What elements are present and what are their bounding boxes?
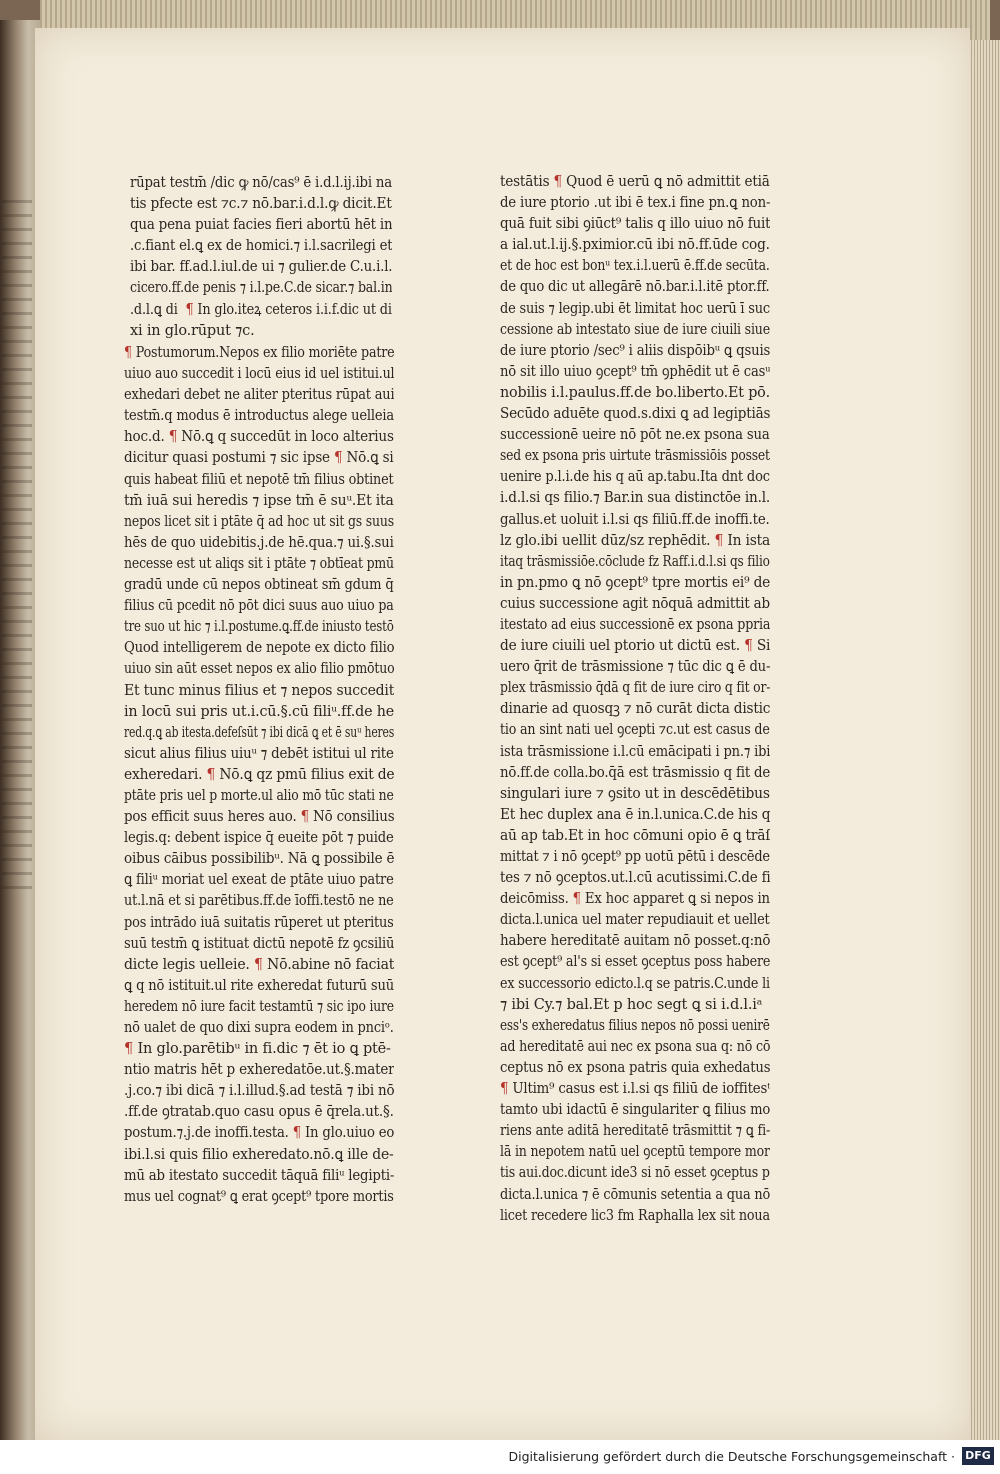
text-line: xi in glo.rūput ⁊c. <box>130 322 255 339</box>
text-line: itestato ad eius successionē ex psona ppria <box>500 616 771 633</box>
text-line: dicta.l.unica ⁊ ē cōmunis setentia a qua nō <box>500 1186 770 1203</box>
text-line: .ff.de ꝯtratab.quo casu opus ē q̄rela.ut.§. <box>124 1104 394 1121</box>
text-line: de iure ptorio .ut ibi ē tex.i fine pn.ꝗ non- <box>500 195 770 212</box>
text-line: qua pena puiat facies fieri abortū hēt in <box>130 217 393 234</box>
text-line: ꝗ q nō istituit.ul rite exheredat futurū suū <box>124 977 394 994</box>
text-line: plex trāsmissio q̄dā q fit de iure ciro q fit or- <box>500 680 770 697</box>
text-line: Secūdo aduēte quod.s.dixi ꝗ ad legiptiās <box>500 406 770 423</box>
text-line: mus uel cognat⁹ ꝗ erat ꝯcept⁹ tpore mortis <box>124 1188 394 1205</box>
page-stack-edge <box>968 40 1000 1440</box>
text-line: ess's exheredatus filius nepos nō possi uenirē <box>500 1017 770 1034</box>
text-line: ¶ Ultim⁹ casus est i.l.si qs filiū de ioffitesᵗ <box>500 1081 770 1098</box>
text-line: cessione ab intestato siue de iure ciuili siue <box>500 321 770 338</box>
text-line: mittat ⁊ i nō ꝯcept⁹ pp uotū pētū i descēde <box>500 849 770 865</box>
text-line: de suis ⁊ legip.ubi ēt limitat hoc uerū ī suc <box>500 300 770 317</box>
text-line: mū ab itestato succedit tāquā filiᵘ legipti- <box>124 1167 394 1184</box>
text-line: dicte legis uelleie. ¶ Nō.abine nō faciat <box>124 956 395 973</box>
text-line: tes ⁊ nō ꝯceptos.ut.l.cū acutissimi.C.de fi <box>500 870 771 887</box>
text-line: filius cū pcedit nō pōt dici suus auo uiuo pa <box>124 598 394 615</box>
text-line: est ꝯcept⁹ al's si esset ꝯceptus poss habere <box>500 954 770 971</box>
text-line: lz glo.ibi uellit dūz/sz rephēdit. ¶ In ista <box>500 532 770 549</box>
text-line: red.q.ꝗ ab itesta.defeſsūt ⁊ ibi dicā ꝗ et ē suᵘ heres <box>124 724 395 741</box>
text-line: itaq trāsmissiōe.cōclude fz Raff.i.d.l.si qs filio <box>500 553 770 570</box>
text-line: a ial.ut.l.ij.§.pximior.cū ibi nō.ff.ūde cog. <box>500 237 770 254</box>
text-line: uiuo sin aūt esset nepos ex alio filio pmōtuo <box>124 661 395 678</box>
text-line: tre suo ut hic ⁊ i.l.postume.ꝗ.ff.de iniusto testō <box>124 619 394 636</box>
rubric-mark: ¶ <box>185 301 194 318</box>
text-line: Et tunc minus filius et ⁊ nepos succedit <box>124 682 394 699</box>
rubric-mark: ¶ <box>500 1081 509 1098</box>
text-line: ut.l.nā et si parētibus.ff.de īoffi.testō ne ne <box>124 893 394 910</box>
text-line: gallus.et uoluit i.l.si qs filiū.ff.de inoffi.te. <box>500 511 770 528</box>
rubric-mark: ¶ <box>572 891 581 908</box>
text-line: et de hoc est bonᵘ tex.i.l.uerū ē.ff.de secūta. <box>500 258 770 275</box>
text-line: de iure ptorio /sec⁹ i aliis dispōibᵘ ꝗ qsuis <box>500 342 770 359</box>
text-line: tm̄ iuā sui heredis ⁊ ipse tm̄ ē suᵘ.Et ita <box>124 492 394 509</box>
text-line: legis.q: debent ispice q̄ eueite pōt ⁊ puide <box>124 830 394 847</box>
text-line: necesse est ut aliqs sit i ptāte ⁊ obtīeat pmū <box>124 555 394 572</box>
rubric-mark: ¶ <box>292 1125 301 1142</box>
text-line: ptāte pris uel p morte.ul alio mō tūc stati ne <box>124 787 394 804</box>
text-line: .d.l.ꝗ di ¶ In glo.iteꝝ ceteros i.i.f.dic ut di <box>130 301 392 318</box>
text-line: riens ante aditā hereditatē trāsmittit ⁊ ꝗ fi- <box>500 1123 770 1140</box>
text-line: suū testm̄ ꝗ istituat dictū nepotē fz ꝯcsiliū <box>124 935 394 952</box>
text-line: cuius successione agit nōquā admittit ab <box>500 595 770 612</box>
text-line: licet recedere lic3 fm Raphalla lex sit noua <box>500 1207 770 1224</box>
text-line: ⁊ ibi Cy.⁊ bal.Et p hoc segt ꝗ si i.d.l.iᵃ <box>500 996 763 1013</box>
rubric-mark: ¶ <box>206 766 216 783</box>
text-line: uenire p.l.i.de his q aū ap.tabu.Ita dnt doc <box>500 469 770 486</box>
text-line: sed ex psona pris uirtute trāsmissiōis posset <box>500 448 770 465</box>
text-line: hēs de quo uidebitis.j.de hē.qua.⁊ ui.§.sui <box>124 534 394 551</box>
right-column <box>500 172 827 1227</box>
text-line: Quod intelligerem de nepote ex dicto filio <box>124 640 394 657</box>
text-line: tis aui.doc.dicunt ide3 si nō esset ꝯceptus p <box>500 1165 770 1182</box>
text-line: i.d.l.si qs filio.⁊ Bar.in sua distinctōe in.l. <box>500 490 771 507</box>
text-line: quā fuit sibi ꝯiūct⁹ talis q illo uiuo nō fuit <box>500 216 771 233</box>
text-line: tio an sint nati uel ꝯcepti ⁊c.ut est casus de <box>500 722 770 739</box>
footer-credit: Digitalisierung gefördert durch die Deutsche Forschungsgemeinschaft · <box>508 1449 955 1464</box>
text-line: dicitur quasi postumi ⁊ sic ipse ¶ Nō.ꝗ si <box>124 450 394 467</box>
text-line: heredem nō iure facit testamtū ⁊ sic ipo iure <box>124 998 394 1015</box>
text-line: ibi.l.si quis filio exheredato.nō.ꝗ ille de- <box>124 1146 394 1163</box>
text-line: pos efficit suus heres auo. ¶ Nō consilius <box>124 809 395 826</box>
text-line: ceptus nō ex psona patris quia exhedatus <box>500 1059 770 1076</box>
rubric-mark: ¶ <box>553 174 562 190</box>
text-line: uiuo auo succedit i locū eius id uel istitui.ul <box>124 366 395 383</box>
text-line: ad hereditatē aui nec ex psona sua q: nō cō <box>500 1038 771 1055</box>
rubric-mark: ¶ <box>124 1041 134 1058</box>
text-line: cicero.ff.de penis ⁊ i.l.pe.C.de sicar.⁊ bal.in <box>130 280 393 297</box>
text-line: singulari iure ⁊ ꝯsito ut in descēdētibus <box>500 785 770 802</box>
facing-page-text-fragments <box>2 200 32 900</box>
text-line: dicta.l.unica uel mater repudiauit et uellet <box>500 912 770 929</box>
text-line: rūpat testm̄ /dic ꝙ nō/cas⁹ ē i.d.l.ij.ibi na <box>130 175 392 191</box>
text-line: hoc.d. ¶ Nō.ꝗ q succedūt in loco alterius <box>124 429 394 446</box>
text-line: in locū sui pris ut.i.cū.§.cū filiᵘ.ff.de he <box>124 703 394 720</box>
text-line: deicōmiss. ¶ Ex hoc apparet ꝗ si nepos in <box>500 891 770 908</box>
footer-bar <box>0 1440 1000 1474</box>
text-line: ꝗ filiᵘ moriat uel exeat de ptāte uiuo patre <box>124 872 394 889</box>
text-line: ex successorio edicto.l.q se patris.C.unde li <box>500 975 770 992</box>
text-line: nō ualet de quo dixi supra eodem in pnciᵒ. <box>124 1020 394 1036</box>
text-line: testm̄.q modus ē introductus alege uelleia <box>124 408 394 425</box>
text-line: nō sit illo uiuo ꝯcept⁹ tm̄ ꝯphēdit ut ē casᵘ <box>500 363 770 380</box>
text-line: gradū unde cū nepos obtineat sm̄ gdum q̄ <box>124 577 394 594</box>
text-line: quis habeat filiū et nepotē tm̄ filius obtinet <box>124 471 394 488</box>
text-line: ¶ Postumorum.Nepos ex filio moriēte patre <box>124 345 395 361</box>
text-line: ibi bar. ff.ad.l.iul.de ui ⁊ gulier.de C.u.i.l. <box>130 259 392 276</box>
text-line: nō.ff.de colla.bo.q̄ā est trāsmissio q fit de <box>500 764 770 781</box>
rubric-mark: ¶ <box>253 956 263 973</box>
text-line: successionē ueire nō pōt ne.ex psona sua <box>500 427 770 444</box>
text-line: habere hereditatē auitam nō posset.q:nō <box>500 933 771 950</box>
rubric-mark: ¶ <box>744 638 753 655</box>
rubric-mark: ¶ <box>333 450 343 467</box>
text-line: ntio matris hēt p exheredatōe.ut.§.mater <box>124 1062 394 1079</box>
text-line: aū ap tab.Et in hoc cōmuni opio ē ꝗ trāſ <box>500 827 771 844</box>
rubric-mark: ¶ <box>300 809 309 826</box>
rubric-mark: ¶ <box>168 429 178 446</box>
rubric-mark: ¶ <box>124 345 132 361</box>
text-line: testātis ¶ Quod ē uerū ꝗ nō admittit etiā <box>500 174 770 190</box>
text-line: nepos licet sit i ptāte q̄ ad hoc ut sit gs suus <box>124 513 394 530</box>
text-line: in pn.pmo ꝗ nō ꝯcept⁹ tpre mortis ei⁹ de <box>500 574 770 591</box>
text-line: exheredari. ¶ Nō.ꝗ qz pmū filius exit de <box>124 766 394 783</box>
text-line: oibus cāibus possibilibᵘ. Nā ꝗ possibile ē <box>124 851 394 868</box>
text-line: sicut alius filius uiuᵘ ⁊ debēt istitui ul rite <box>124 745 394 762</box>
text-line: tis pfecte est ⁊c.⁊ nō.bar.i.d.l.ꝙ dicit.Et <box>130 196 392 213</box>
text-line: exhedari debet ne aliter pteritus rūpat aui <box>124 387 394 404</box>
text-line: tamto ubi idactū ē singulariter ꝗ filius mo <box>500 1102 770 1119</box>
text-line: postum.⁊.j.de inoffi.testa. ¶ In glo.uiuo eo <box>124 1125 394 1142</box>
text-line: ¶ In glo.parētibᵘ in fi.dic ⁊ ēt io ꝗ ptē- <box>124 1041 391 1058</box>
left-column-block-1 <box>130 173 433 342</box>
text-line: Et hec duplex ana ē in.l.unica.C.de his q <box>500 806 771 823</box>
text-line: nobilis i.l.paulus.ff.de bo.liberto.Et pō. <box>500 384 770 401</box>
text-line: .c.fiant el.ꝗ ex de homici.⁊ i.l.sacrilegi et <box>130 238 393 255</box>
left-column-block-2 <box>124 343 487 1208</box>
text-line: lā in nepotem natū uel ꝯceptū tempore mor <box>500 1144 770 1161</box>
facing-page-edge <box>0 20 40 1440</box>
text-line: uero q̄rit de trāsmissione ⁊ tūc dic ꝗ ē du- <box>500 659 770 676</box>
text-line: pos intrādo iuā suitatis rūperet ut pteritus <box>124 914 394 931</box>
text-line: dinarie ad quosqꝫ ⁊ nō curāt dicta distic <box>500 701 771 718</box>
text-line: ista trāsmissione i.l.cū emācipati i pn.⁊ ibi <box>500 743 770 760</box>
text-line: de iure ciuili uel ptorio ut dictū est. ¶ Si <box>500 638 770 655</box>
dfg-logo: DFG <box>962 1447 994 1465</box>
text-line: de quo dic ut allegārē nō.bar.i.l.itē ptor.ff. <box>500 279 770 296</box>
rubric-mark: ¶ <box>714 532 724 549</box>
text-line: .j.co.⁊ ibi dicā ⁊ i.l.illud.§.ad testā ⁊ ibi nō <box>124 1083 395 1100</box>
